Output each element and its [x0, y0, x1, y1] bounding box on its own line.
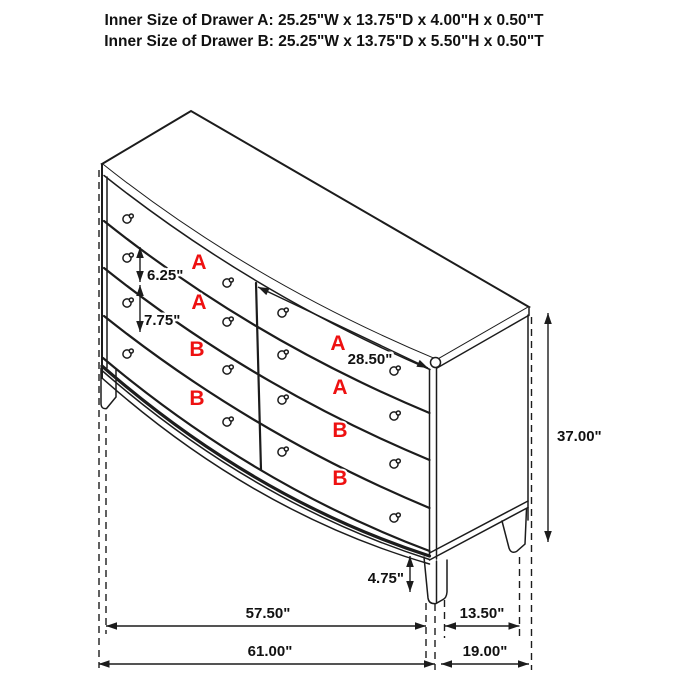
dresser-illustration: [101, 111, 529, 604]
dimension-label: 61.00": [247, 643, 293, 660]
dimension-label: 4.75": [367, 570, 404, 587]
drawer-a-size-note: Inner Size of Drawer A: 25.25"W x 13.75"D x 4.00"H x 0.50"T: [104, 12, 544, 29]
drawer-label: A: [191, 291, 207, 314]
drawer-label: B: [189, 338, 205, 361]
dimension-case-width: [106, 605, 426, 630]
drawer-b-size-note: Inner Size of Drawer B: 25.25"W x 13.75"D x 5.50"H x 0.50"T: [104, 33, 544, 50]
dimension-leg-height: [368, 556, 414, 592]
drawer-label: A: [191, 251, 207, 274]
dimension-label: 7.75": [144, 312, 181, 329]
drawer-label: A: [332, 376, 348, 399]
dimension-label: 28.50": [347, 351, 393, 368]
dimension-label: 57.50": [245, 605, 291, 622]
drawer-label: A: [330, 332, 346, 355]
dimension-label: 6.25": [147, 267, 184, 284]
dimension-label: 37.00": [557, 428, 602, 445]
dimension-label: 13.50": [459, 605, 505, 622]
drawer-label: B: [189, 387, 205, 410]
dimension-case-depth: [445, 605, 520, 630]
drawer-label: B: [332, 419, 348, 442]
dimension-overall-height: [544, 313, 601, 542]
drawer-label: B: [332, 467, 348, 490]
dimension-overall-width: [99, 643, 436, 668]
corner-post-cap: [431, 358, 441, 368]
dimension-label: 19.00": [462, 643, 508, 660]
dimension-overall-depth: [441, 643, 529, 668]
